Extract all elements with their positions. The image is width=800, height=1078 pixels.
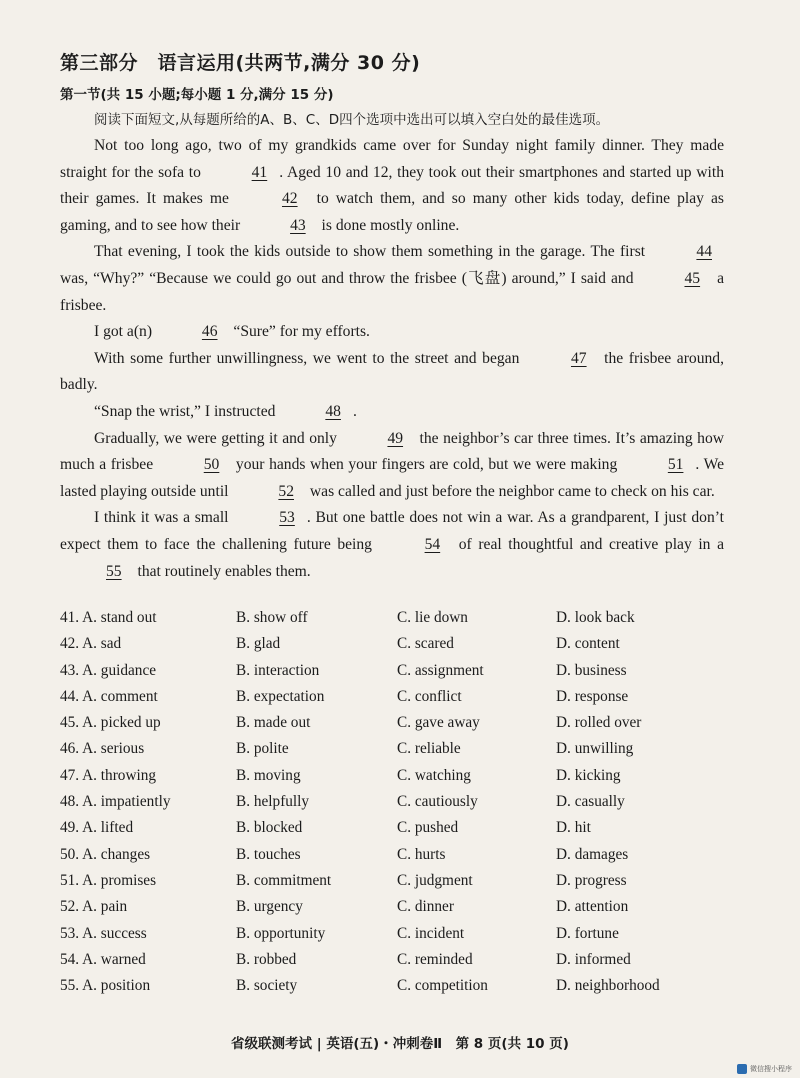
option-row-50 (60, 846, 760, 872)
option-d: D. hit (556, 819, 591, 837)
option-a (60, 977, 150, 995)
option-c: C. lie down (397, 609, 468, 626)
option-c: C. conflict (397, 687, 462, 705)
option-b: B. commitment (236, 871, 332, 889)
option-b: B. touches (236, 845, 301, 863)
option-d: D. business (556, 661, 627, 679)
question-number: 45. (60, 714, 80, 732)
section-title: 第三部分 语言运用(共两节,满分 30 分) (60, 52, 421, 74)
option-c: C. watching (397, 766, 471, 784)
instruction-text: 阅读下面短文,从每题所给的A、B、C、D四个选项中选出可以填入空白处的最佳选项。 (94, 112, 610, 128)
option-a (60, 819, 133, 837)
passage-text: of real thoughtful and creative play in a (452, 535, 724, 553)
option-a-text: A. throwing (82, 766, 157, 784)
paragraph (60, 346, 724, 399)
option-a-text: A. comment (82, 687, 158, 705)
option-c: C. dinner (397, 898, 454, 916)
option-c: C. judgment (397, 871, 473, 889)
option-a-text: A. warned (82, 950, 146, 968)
option-a (60, 609, 156, 627)
question-number: 47. (60, 766, 80, 784)
question-number: 42. (60, 635, 80, 653)
option-a (60, 925, 147, 943)
option-row-44 (60, 688, 760, 714)
option-a (60, 898, 127, 916)
passage-text: . (352, 402, 357, 420)
option-a-text: A. promises (82, 871, 157, 889)
option-row-45 (60, 714, 760, 740)
question-number: 54. (60, 950, 80, 968)
passage-text: that routinely enables them. (133, 562, 311, 580)
option-a (60, 688, 158, 706)
blank-41: 41 (251, 163, 268, 181)
blank-50: 50 (203, 456, 220, 474)
option-b: B. moving (236, 766, 301, 784)
blank-44: 44 (696, 243, 712, 261)
passage-text: I think it was a small (94, 509, 234, 527)
option-b: B. urgency (236, 898, 303, 916)
paragraph (60, 399, 724, 426)
passage-text: Not too long ago, two of my grandkids came over for Sunday night family dinner. They made straight for the sofa to (60, 137, 724, 181)
passage-text: a frisbee. (60, 269, 724, 314)
question-number: 52. (60, 898, 80, 916)
option-a (60, 846, 150, 864)
question-number: 46. (60, 740, 80, 758)
option-b: B. opportunity (236, 924, 326, 942)
question-number: 43. (60, 661, 80, 679)
question-number: 41. (60, 609, 80, 626)
question-number: 49. (60, 819, 80, 837)
passage-text: your hands when your fingers are cold, but we were making (231, 456, 622, 474)
option-c: C. pushed (397, 819, 459, 837)
paragraph (60, 319, 724, 346)
answer-options (60, 609, 760, 1003)
option-a (60, 740, 144, 758)
option-b: B. glad (236, 635, 281, 653)
passage-text: was called and just before the neighbor came to check on his car. (305, 482, 715, 500)
passage-text: was, “Why?” “Because we could go out and throw the frisbee (飞盘) around,” I said and (60, 269, 639, 287)
watermark-text: 微信搜小程序 (750, 1065, 792, 1073)
option-a-text: A. sad (82, 635, 122, 653)
option-d: D. casually (556, 793, 625, 811)
option-a-text: A. impatiently (82, 793, 171, 811)
option-b: B. show off (236, 609, 308, 626)
blank-53: 53 (279, 509, 295, 527)
passage-text: I got a(n) (94, 323, 156, 341)
blank-48: 48 (325, 402, 341, 420)
option-c: C. hurts (397, 845, 446, 863)
option-c: C. assignment (397, 661, 484, 679)
option-c: C. scared (397, 635, 454, 653)
paragraph (60, 426, 724, 506)
question-number: 53. (60, 924, 80, 942)
passage-text: Gradually, we were getting it and only (94, 429, 342, 447)
option-b: B. expectation (236, 687, 325, 705)
blank-47: 47 (570, 349, 587, 367)
paragraph (60, 505, 724, 585)
option-b: B. blocked (236, 819, 303, 837)
option-d: D. rolled over (556, 714, 642, 732)
paragraph (60, 133, 724, 239)
option-d: D. informed (556, 950, 631, 968)
option-a-text: A. position (82, 977, 151, 995)
option-c: C. gave away (397, 714, 480, 732)
option-a-text: A. changes (82, 845, 151, 863)
passage-text: “Sure” for my efforts. (229, 323, 370, 341)
blank-51: 51 (667, 456, 684, 474)
option-d: D. content (556, 635, 620, 653)
option-c: C. reliable (397, 740, 461, 758)
option-d: D. kicking (556, 766, 621, 784)
option-a (60, 872, 156, 890)
blank-46: 46 (201, 323, 218, 341)
option-b: B. interaction (236, 661, 320, 679)
blank-54: 54 (424, 535, 441, 553)
passage-text: . We lasted playing outside until (60, 456, 725, 500)
cloze-passage (60, 133, 724, 585)
question-number: 51. (60, 871, 80, 889)
option-d: D. look back (556, 609, 635, 626)
passage-text: is done mostly online. (317, 216, 460, 234)
blank-49: 49 (387, 429, 404, 447)
option-a-text: A. success (82, 924, 147, 942)
blank-55: 55 (106, 562, 122, 580)
blank-42: 42 (281, 190, 298, 208)
sub-section-title: 第一节(共 15 小题;每小题 1 分,满分 15 分) (60, 87, 334, 103)
option-b: B. society (236, 977, 298, 995)
option-c: C. competition (397, 977, 488, 995)
option-c: C. reminded (397, 950, 473, 968)
option-d: D. damages (556, 845, 629, 863)
passage-text: to watch them, and so many other kids today, define play as gaming, and to see how their (60, 190, 724, 234)
option-a (60, 951, 146, 969)
option-a-text: A. guidance (82, 661, 157, 679)
option-a-text: A. stand out (82, 609, 157, 626)
option-row-42 (60, 635, 760, 661)
option-b: B. made out (236, 714, 311, 732)
option-c: C. cautiously (397, 793, 478, 811)
option-row-48 (60, 793, 760, 819)
option-b: B. polite (236, 740, 289, 758)
option-d: D. unwilling (556, 740, 634, 758)
option-row-54 (60, 951, 760, 977)
option-a (60, 714, 161, 732)
option-row-43 (60, 662, 760, 688)
passage-text: “Snap the wrist,” I instructed (94, 402, 280, 420)
option-row-55 (60, 977, 760, 1003)
question-number: 48. (60, 793, 80, 811)
passage-text: the frisbee around, badly. (60, 349, 724, 394)
option-d: D. response (556, 687, 629, 705)
paragraph (60, 239, 724, 319)
passage-text: the neighbor’s car three times. It’s amazing how much a frisbee (60, 429, 725, 474)
question-number: 55. (60, 977, 80, 995)
passage-text: . Aged 10 and 12, they took out their smartphones and started up with their games. It makes me (60, 163, 725, 208)
option-c: C. incident (397, 924, 465, 942)
question-number: 50. (60, 845, 80, 863)
option-a-text: A. picked up (82, 714, 161, 732)
watermark (737, 1064, 792, 1074)
passage-text: With some further unwillingness, we went to the street and began (94, 349, 525, 367)
option-b: B. helpfully (236, 793, 310, 811)
option-row-53 (60, 925, 760, 951)
option-row-52 (60, 898, 760, 924)
page-footer: 省级联测考试 | 英语(五)・冲刺卷Ⅱ 第 8 页(共 10 页) (231, 1036, 569, 1052)
option-row-46 (60, 740, 760, 766)
option-row-47 (60, 767, 760, 793)
option-row-49 (60, 819, 760, 845)
app-logo-icon (737, 1064, 747, 1074)
option-a (60, 662, 156, 680)
passage-text: . But one battle does not win a war. As a grandparent, I just don’t expect them to face the challening future being (60, 509, 724, 553)
question-number: 44. (60, 687, 80, 705)
option-d: D. attention (556, 898, 629, 916)
option-d: D. progress (556, 871, 627, 889)
option-b: B. robbed (236, 950, 297, 968)
option-a (60, 635, 121, 653)
passage-text: That evening, I took the kids outside to show them something in the garage. The first (94, 243, 651, 261)
option-a (60, 793, 170, 811)
option-d: D. neighborhood (556, 977, 660, 995)
option-a-text: A. pain (82, 898, 128, 916)
option-row-41 (60, 609, 760, 635)
option-a-text: A. serious (82, 740, 145, 758)
blank-43: 43 (290, 216, 306, 234)
option-a (60, 767, 156, 785)
option-row-51 (60, 872, 760, 898)
blank-45: 45 (684, 269, 701, 287)
blank-52: 52 (278, 482, 294, 500)
option-a-text: A. lifted (82, 819, 134, 837)
option-d: D. fortune (556, 924, 619, 942)
